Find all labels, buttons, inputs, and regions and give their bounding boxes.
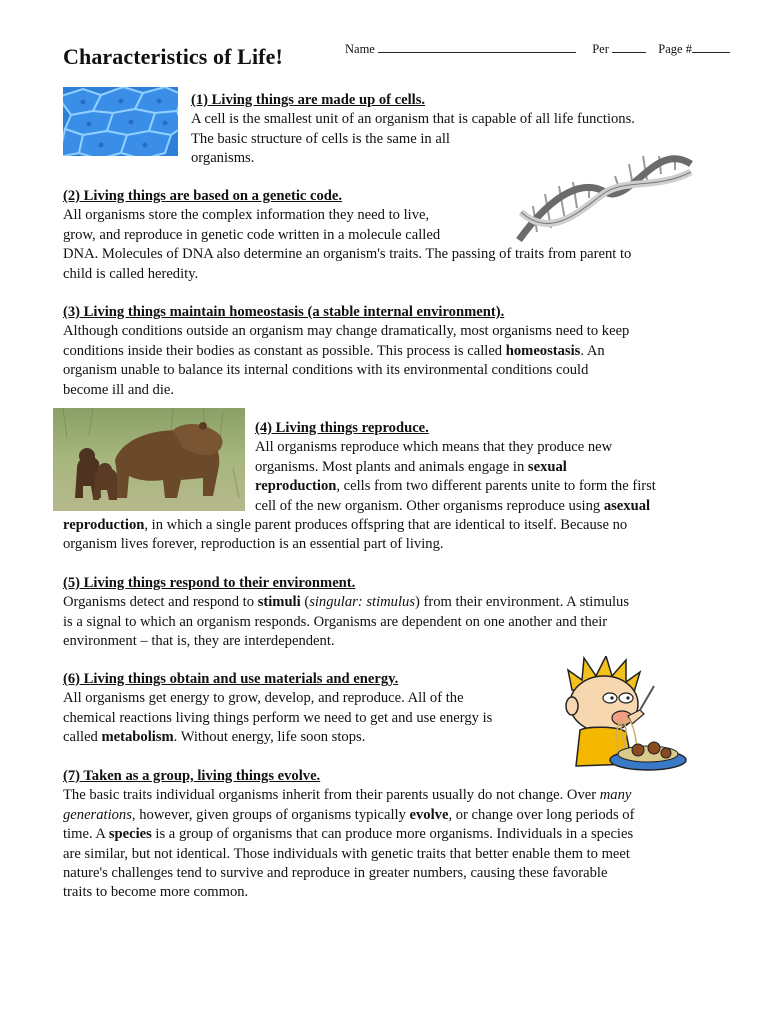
page-number-label: Page # bbox=[658, 42, 692, 56]
term-reproduction: reproduction bbox=[63, 517, 145, 534]
section-text-line: The basic structure of cells is the same in all bbox=[191, 130, 450, 147]
section-evolve bbox=[63, 767, 713, 903]
section-text-line: All organisms reproduce which means that they produce new bbox=[255, 439, 613, 456]
plant-cells-image bbox=[63, 87, 178, 156]
section-text-line: DNA. Molecules of DNA also determine an organism's traits. The passing of traits from parent to bbox=[63, 246, 632, 263]
term-species: species bbox=[108, 826, 152, 843]
section-text-line: reproduction, in which a single parent produces offspring that are identical to itself. Because no bbox=[63, 517, 628, 534]
term-sexual: sexual bbox=[527, 458, 567, 475]
term-singular: singular: stimulus bbox=[309, 594, 416, 611]
section-heading: (6) Living things obtain and use materials and energy. bbox=[63, 671, 399, 687]
period-label: Per bbox=[592, 42, 609, 56]
name-field[interactable] bbox=[378, 41, 576, 53]
section-energy bbox=[63, 670, 553, 748]
section-respond bbox=[63, 574, 713, 652]
section-heading: (1) Living things are made up of cells. bbox=[191, 92, 426, 108]
section-text-line: generations, however, given groups of organisms typically evolve, or change over long periods of bbox=[63, 806, 635, 823]
section-text-line: organisms. bbox=[191, 150, 255, 167]
section-heading: (7) Taken as a group, living things evolve. bbox=[63, 768, 321, 784]
section-text-line: organisms. Most plants and animals engage in sexual bbox=[255, 458, 567, 475]
section-text-line: nature's challenges tend to survive and reproduce in greater numbers, causing these favorable bbox=[63, 865, 608, 882]
section-text-line: organism lives forever, reproduction is an essential part of living. bbox=[63, 536, 444, 553]
section-text-line: All organisms store the complex information they need to live, bbox=[63, 207, 430, 224]
term-metabolism: metabolism bbox=[101, 729, 174, 746]
section-text-line: called metabolism. Without energy, life soon stops. bbox=[63, 729, 366, 746]
section-text-line: child is called heredity. bbox=[63, 265, 199, 282]
section-text-line: environment – that is, they are interdependent. bbox=[63, 633, 335, 650]
section-text-line: The basic traits individual organisms inherit from their parents usually do not change. Over many bbox=[63, 787, 632, 804]
section-text-line: is a signal to which an organism responds. Organisms are dependent on one another and their bbox=[63, 613, 608, 630]
section-text-line: conditions inside their bodies as constant as possible. This process is called homeostasis. An bbox=[63, 342, 605, 359]
term-homeostasis: homeostasis bbox=[505, 342, 581, 359]
section-side-text bbox=[63, 419, 713, 516]
page-title: Characteristics of Life! bbox=[63, 44, 283, 69]
section-text-line: time. A species is a group of organisms that can produce more organisms. Individuals in a species bbox=[63, 826, 634, 843]
term-evolve: evolve bbox=[409, 806, 449, 823]
section-heading: (2) Living things are based on a genetic code. bbox=[63, 188, 343, 204]
term-generations: generations bbox=[63, 806, 132, 823]
section-text-line: cell of the new organism. Other organisms reproduce using asexual bbox=[255, 497, 651, 514]
name-label: Name bbox=[345, 42, 375, 56]
section-genetic-code bbox=[63, 187, 713, 284]
term-reproduction: reproduction bbox=[255, 478, 337, 495]
section-text-line: chemical reactions living things perform we need to get and use energy is bbox=[63, 709, 493, 726]
section-text-line: reproduction, cells from two different parents unite to form the first bbox=[255, 478, 656, 495]
section-text-line: A cell is the smallest unit of an organism that is capable of all life functions. bbox=[191, 111, 635, 128]
period-field[interactable] bbox=[612, 41, 646, 53]
term-asexual: asexual bbox=[603, 497, 651, 514]
section-reproduce bbox=[63, 419, 713, 555]
section-text-line: Although conditions outside an organism may change dramatically, most organisms need to keep bbox=[63, 323, 630, 340]
section-heading: (3) Living things maintain homeostasis (a stable internal environment). bbox=[63, 304, 505, 320]
section-text-line: traits to become more common. bbox=[63, 884, 249, 901]
section-heading: (4) Living things reproduce. bbox=[255, 420, 429, 436]
page-number-field[interactable] bbox=[692, 41, 730, 53]
term-many: many bbox=[599, 787, 632, 804]
section-text-line: All organisms get energy to grow, develop, and reproduce. All of the bbox=[63, 690, 464, 707]
section-text-line: grow, and reproduce in genetic code written in a molecule called bbox=[63, 226, 441, 243]
section-homeostasis bbox=[63, 303, 713, 400]
section-text-line: Organisms detect and respond to stimuli (singular: stimulus) from their environment. A stimulus bbox=[63, 594, 630, 611]
section-heading: (5) Living things respond to their environment. bbox=[63, 575, 356, 591]
term-stimuli: stimuli bbox=[257, 594, 301, 611]
boy-eating-cartoon bbox=[558, 656, 700, 774]
section-text-line: organism unable to balance its internal conditions with its environmental conditions could bbox=[63, 362, 589, 379]
section-text-line: become ill and die. bbox=[63, 381, 175, 398]
student-info-fields bbox=[345, 41, 730, 57]
section-text-line: are similar, but not identical. Those individuals with genetic traits that better enable them to meet bbox=[63, 845, 630, 862]
